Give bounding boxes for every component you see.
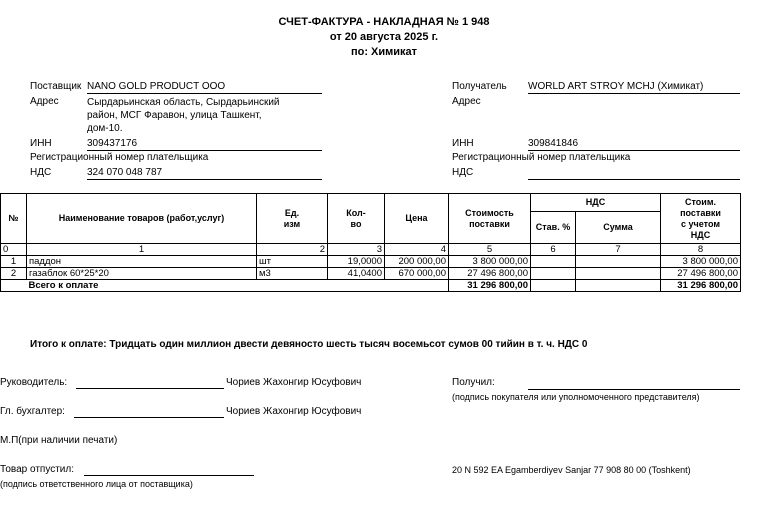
director-label: Руководитель:	[0, 377, 68, 388]
accountant-label: Гл. бухгалтер:	[0, 406, 65, 417]
column-number: 8	[661, 244, 741, 256]
document-basis: по: Химикат	[350, 46, 418, 58]
document-title: СЧЕТ-ФАКТУРА - НАКЛАДНАЯ № 1 948	[278, 16, 490, 28]
director-name: Чориев Жахонгир Юсуфович	[226, 377, 362, 388]
row-vat-rate	[531, 256, 576, 268]
column-number: 0	[1, 244, 27, 256]
items-table	[0, 193, 741, 292]
director-signature-line	[76, 388, 224, 389]
table-row	[1, 268, 741, 280]
supplier-address-line: Сырдарьинская область, Сырдарьинский	[87, 97, 280, 108]
row-total: 27 496 800,00	[661, 268, 741, 280]
table-row	[1, 256, 741, 268]
supplier-label: Поставщик	[30, 81, 82, 92]
total-vat-sum	[576, 280, 661, 292]
total-row	[1, 280, 741, 292]
row-num: 1	[1, 256, 27, 268]
recipient-name: WORLD ART STROY MCHJ (Химикат)	[528, 81, 740, 94]
header-name: Наименование товаров (работ,услуг)	[27, 194, 257, 244]
recipient-nds-label: НДС	[452, 167, 474, 178]
row-vat-sum	[576, 268, 661, 280]
received-signature-line	[528, 389, 740, 390]
row-unit: шт	[257, 256, 328, 268]
row-cost: 27 496 800,00	[449, 268, 531, 280]
row-qty: 41,0400	[328, 268, 385, 280]
header-unit: Ед. изм	[257, 194, 328, 244]
supplier-reg-label: Регистрационный номер плательщика	[30, 152, 209, 163]
supplier-inn-label: ИНН	[30, 138, 52, 149]
accountant-name: Чориев Жахонгир Юсуфович	[226, 406, 362, 417]
column-number: 7	[576, 244, 661, 256]
row-name: газаблок 60*25*20	[27, 268, 257, 280]
recipient-reg-label: Регистрационный номер плательщика	[452, 152, 631, 163]
total-vat-rate	[531, 280, 576, 292]
driver-info: 20 N 592 EA Egamberdiyev Sanjar 77 908 80 00 (Toshkent)	[452, 465, 691, 475]
header-price: Цена	[385, 194, 449, 244]
header-cost: Стоимость поставки	[449, 194, 531, 244]
column-number: 1	[27, 244, 257, 256]
supplier-nds: 324 070 048 787	[87, 167, 322, 180]
total-cost: 31 296 800,00	[449, 280, 531, 292]
released-label: Товар отпустил:	[0, 464, 74, 475]
received-caption: (подпись покупателя или уполномоченного представителя)	[452, 392, 700, 402]
header-vat: НДС	[531, 194, 661, 212]
row-vat-sum	[576, 256, 661, 268]
stamp-label: М.П(при наличии печати)	[0, 435, 118, 446]
supplier-address-line: дом-10.	[87, 123, 123, 134]
header-vat-sum: Сумма	[576, 212, 661, 244]
column-number: 4	[385, 244, 449, 256]
column-number: 3	[328, 244, 385, 256]
header-num: №	[1, 194, 27, 244]
header-vat-rate: Став. %	[531, 212, 576, 244]
recipient-inn: 309841846	[528, 138, 740, 151]
supplier-address-label: Адрес	[30, 96, 59, 107]
recipient-label: Получатель	[452, 81, 507, 92]
column-number: 2	[257, 244, 328, 256]
row-num: 2	[1, 268, 27, 280]
row-name: паддон	[27, 256, 257, 268]
total-sum: 31 296 800,00	[661, 280, 741, 292]
header-qty: Кол- во	[328, 194, 385, 244]
row-qty: 19,0000	[328, 256, 385, 268]
supplier-inn: 309437176	[87, 138, 322, 151]
accountant-signature-line	[74, 417, 224, 418]
row-price: 200 000,00	[385, 256, 449, 268]
supplier-nds-label: НДС	[30, 167, 52, 178]
row-total: 3 800 000,00	[661, 256, 741, 268]
document-date: от 20 августа 2025 г.	[329, 31, 439, 43]
total-blank	[1, 280, 27, 292]
row-vat-rate	[531, 268, 576, 280]
supplier-name: NANO GOLD PRODUCT OOO	[87, 81, 322, 94]
recipient-address-label: Адрес	[452, 96, 481, 107]
row-price: 670 000,00	[385, 268, 449, 280]
total-label: Всего к оплате	[27, 280, 449, 292]
column-number: 6	[531, 244, 576, 256]
recipient-inn-label: ИНН	[452, 138, 474, 149]
received-label: Получил:	[452, 377, 495, 388]
supplier-address-line: район, МСГ Фаравон, улица Ташкент,	[87, 110, 262, 121]
payable-text: Итого к оплате: Тридцать один миллион двести девяносто шесть тысяч восемьсот сумов 00 тийин в т. ч. НДС 0	[30, 339, 588, 350]
column-number: 5	[449, 244, 531, 256]
released-caption: (подпись ответственного лица от поставщика)	[0, 479, 193, 489]
row-unit: м3	[257, 268, 328, 280]
column-number-row	[1, 244, 741, 256]
header-total: Стоим. поставки с учетом НДС	[661, 194, 741, 244]
row-cost: 3 800 000,00	[449, 256, 531, 268]
recipient-nds	[528, 167, 740, 180]
released-signature-line	[84, 475, 254, 476]
supplier-address	[87, 96, 322, 135]
